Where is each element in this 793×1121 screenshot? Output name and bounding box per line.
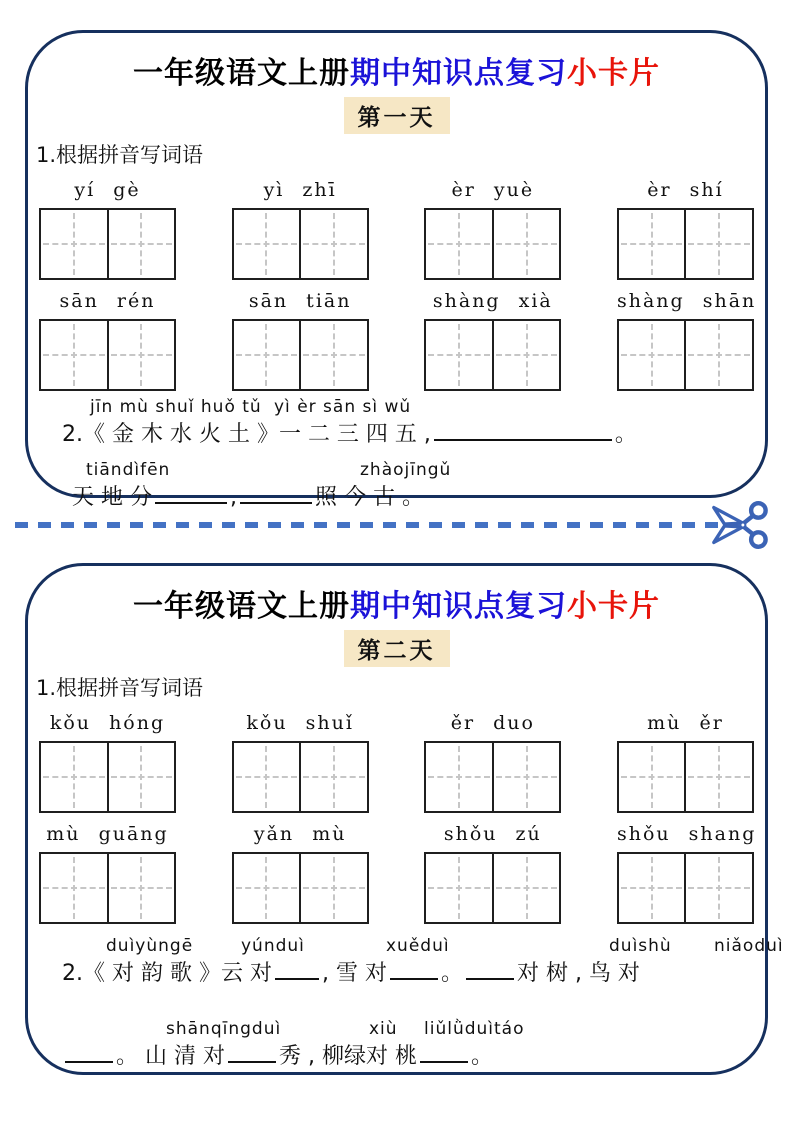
card-title xyxy=(28,581,765,625)
grid-cell xyxy=(494,210,560,278)
title-part-course: 一年级语文上册 xyxy=(133,589,350,624)
grid-cell xyxy=(619,743,687,811)
blank-line xyxy=(65,1047,113,1063)
fill-text: , xyxy=(230,485,237,510)
grid-cell xyxy=(234,210,302,278)
pinyin-hint-line xyxy=(62,1019,747,1042)
pinyin-hint: tiāndìfēn xyxy=(86,460,171,480)
fill-text: 。 山 清 对 xyxy=(116,1044,225,1069)
pinyin-grid-group xyxy=(616,288,757,391)
grid-cell xyxy=(109,210,175,278)
writing-grid xyxy=(617,319,754,391)
writing-grid xyxy=(39,319,176,391)
pinyin-hint-line xyxy=(62,397,747,420)
pinyin-label: mù ěr xyxy=(647,712,724,734)
pinyin-hint: duìyùngē xyxy=(106,936,194,956)
pinyin-label: shǒu zú xyxy=(443,823,542,845)
grid-cell xyxy=(109,743,175,811)
pinyin-grid-group xyxy=(39,821,176,924)
grid-cell xyxy=(301,854,367,922)
blank-line xyxy=(275,964,319,980)
fill-text: 秀 , 柳绿对 桃 xyxy=(278,1044,417,1069)
pinyin-label: shǒu shang xyxy=(616,823,757,845)
day-badge: 第一天 xyxy=(344,97,450,134)
title-part-card: 小卡片 xyxy=(567,589,660,624)
day-badge: 第二天 xyxy=(344,630,450,667)
fill-text: 2.《 对 韵 歌 》云 对 xyxy=(62,961,272,986)
day-badge-wrap xyxy=(28,630,765,667)
writing-grid xyxy=(424,319,561,391)
blank-line xyxy=(228,1047,276,1063)
blank-line xyxy=(466,964,514,980)
card-title xyxy=(28,48,765,92)
writing-grid xyxy=(617,208,754,280)
fill-exercise-line xyxy=(62,936,784,989)
grid-cell xyxy=(234,321,302,389)
fill-text: , 雪 对 xyxy=(321,961,387,986)
title-part-course: 一年级语文上册 xyxy=(133,56,350,91)
pinyin-label: yì zhī xyxy=(263,179,337,201)
fill-text-line xyxy=(62,1042,747,1072)
grid-cell xyxy=(686,743,752,811)
pinyin-grid-row xyxy=(28,821,765,924)
pinyin-label: kǒu shuǐ xyxy=(246,712,354,734)
pinyin-label: ěr duo xyxy=(450,712,535,734)
writing-grid xyxy=(232,852,369,924)
cut-dashes xyxy=(15,522,737,528)
fill-text: 。 xyxy=(440,961,463,986)
fill-text-line xyxy=(62,420,747,450)
pinyin-grid-group xyxy=(39,288,176,391)
writing-grid xyxy=(39,852,176,924)
pinyin-grid-group xyxy=(424,821,561,924)
title-part-card: 小卡片 xyxy=(567,56,660,91)
fill-text: 天 地 分 xyxy=(72,485,152,510)
pinyin-hint: niǎoduì xyxy=(714,936,784,956)
pinyin-hint: xiù xyxy=(369,1019,398,1039)
pinyin-grid-group xyxy=(424,710,561,813)
pinyin-label: sān rén xyxy=(59,290,156,312)
pinyin-hint: jīn mù shuǐ huǒ tǔ xyxy=(90,397,262,417)
pinyin-grid-row xyxy=(28,177,765,280)
pinyin-hint: shānqīngduì xyxy=(166,1019,282,1039)
grid-cell xyxy=(301,743,367,811)
fill-text: 。 xyxy=(614,422,637,447)
pinyin-label: èr yuè xyxy=(451,179,535,201)
pinyin-hint: liǔlǜduìtáo xyxy=(424,1019,525,1039)
grid-cell xyxy=(686,854,752,922)
pinyin-label: shàng shān xyxy=(616,290,757,312)
review-card-day1 xyxy=(25,30,768,510)
pinyin-label: mù guāng xyxy=(46,823,169,845)
writing-grid xyxy=(39,741,176,813)
section1-label: 1.根据拼音写词语 xyxy=(36,676,204,700)
pinyin-label: yǎn mù xyxy=(253,823,347,845)
writing-grid xyxy=(39,208,176,280)
pinyin-grid-group xyxy=(616,821,757,924)
grid-cell xyxy=(41,854,109,922)
grid-cell xyxy=(494,854,560,922)
blank-line xyxy=(434,425,612,441)
pinyin-hint-line xyxy=(62,460,747,483)
grid-cell xyxy=(426,210,494,278)
fill-text-line xyxy=(62,959,747,989)
pinyin-label: sān tiān xyxy=(248,290,352,312)
day-badge-wrap xyxy=(28,97,765,134)
blank-line xyxy=(390,964,438,980)
pinyin-grid-group xyxy=(424,288,561,391)
fill-text: 照 今 古 。 xyxy=(315,485,424,510)
pinyin-label: èr shí xyxy=(647,179,724,201)
cut-line xyxy=(0,496,793,554)
writing-grid xyxy=(424,208,561,280)
fill-text: 2.《 金 木 水 火 土 》一 二 三 四 五 , xyxy=(62,422,431,447)
grid-cell xyxy=(619,210,687,278)
grid-cell xyxy=(494,743,560,811)
title-part-topic: 期中知识点复习 xyxy=(350,56,567,91)
pinyin-grid-group xyxy=(617,710,754,813)
pinyin-grid-group xyxy=(39,177,176,280)
grid-cell xyxy=(41,210,109,278)
pinyin-hint: yì èr sān sì wǔ xyxy=(274,397,412,417)
writing-grid xyxy=(232,741,369,813)
fill-exercise-line xyxy=(62,397,747,450)
pinyin-hint: zhàojīngǔ xyxy=(360,460,452,480)
pinyin-grid-group xyxy=(617,177,754,280)
pinyin-hint: xuěduì xyxy=(386,936,450,956)
grid-cell xyxy=(301,210,367,278)
grid-cell xyxy=(234,854,302,922)
section1-label: 1.根据拼音写词语 xyxy=(36,143,204,167)
grid-cell xyxy=(686,321,752,389)
writing-grid xyxy=(424,741,561,813)
blank-line xyxy=(420,1047,468,1063)
pinyin-grid-row xyxy=(28,710,765,813)
fill-exercise-line xyxy=(62,1019,747,1072)
grid-cell xyxy=(109,854,175,922)
writing-grid xyxy=(617,852,754,924)
writing-grid xyxy=(617,741,754,813)
review-card-day2 xyxy=(25,563,784,1075)
pinyin-grid-group xyxy=(232,710,369,813)
pinyin-grid-group xyxy=(424,177,561,280)
pinyin-grid-row xyxy=(28,288,765,391)
fill-text: 对 树 , 鸟 对 xyxy=(516,961,640,986)
grid-cell xyxy=(426,854,494,922)
grid-cell xyxy=(686,210,752,278)
grid-cell xyxy=(426,743,494,811)
grid-cell xyxy=(619,321,687,389)
grid-cell xyxy=(234,743,302,811)
scissors-icon xyxy=(708,498,770,552)
title-part-topic: 期中知识点复习 xyxy=(350,589,567,624)
grid-cell xyxy=(426,321,494,389)
pinyin-grid-group xyxy=(232,177,369,280)
pinyin-grid-group xyxy=(232,821,369,924)
pinyin-label: shàng xià xyxy=(432,290,553,312)
pinyin-hint: yúnduì xyxy=(241,936,305,956)
grid-cell xyxy=(109,321,175,389)
pinyin-grid-group xyxy=(232,288,369,391)
pinyin-label: yí gè xyxy=(74,179,141,201)
pinyin-grid-group xyxy=(39,710,176,813)
pinyin-hint-line xyxy=(62,936,784,959)
writing-grid xyxy=(232,319,369,391)
grid-cell xyxy=(41,321,109,389)
pinyin-hint: duìshù xyxy=(609,936,672,956)
grid-cell xyxy=(494,321,560,389)
writing-grid xyxy=(232,208,369,280)
fill-text: 。 xyxy=(470,1044,493,1069)
writing-grid xyxy=(424,852,561,924)
grid-cell xyxy=(619,854,687,922)
pinyin-label: kǒu hóng xyxy=(49,712,166,734)
grid-cell xyxy=(41,743,109,811)
grid-cell xyxy=(301,321,367,389)
